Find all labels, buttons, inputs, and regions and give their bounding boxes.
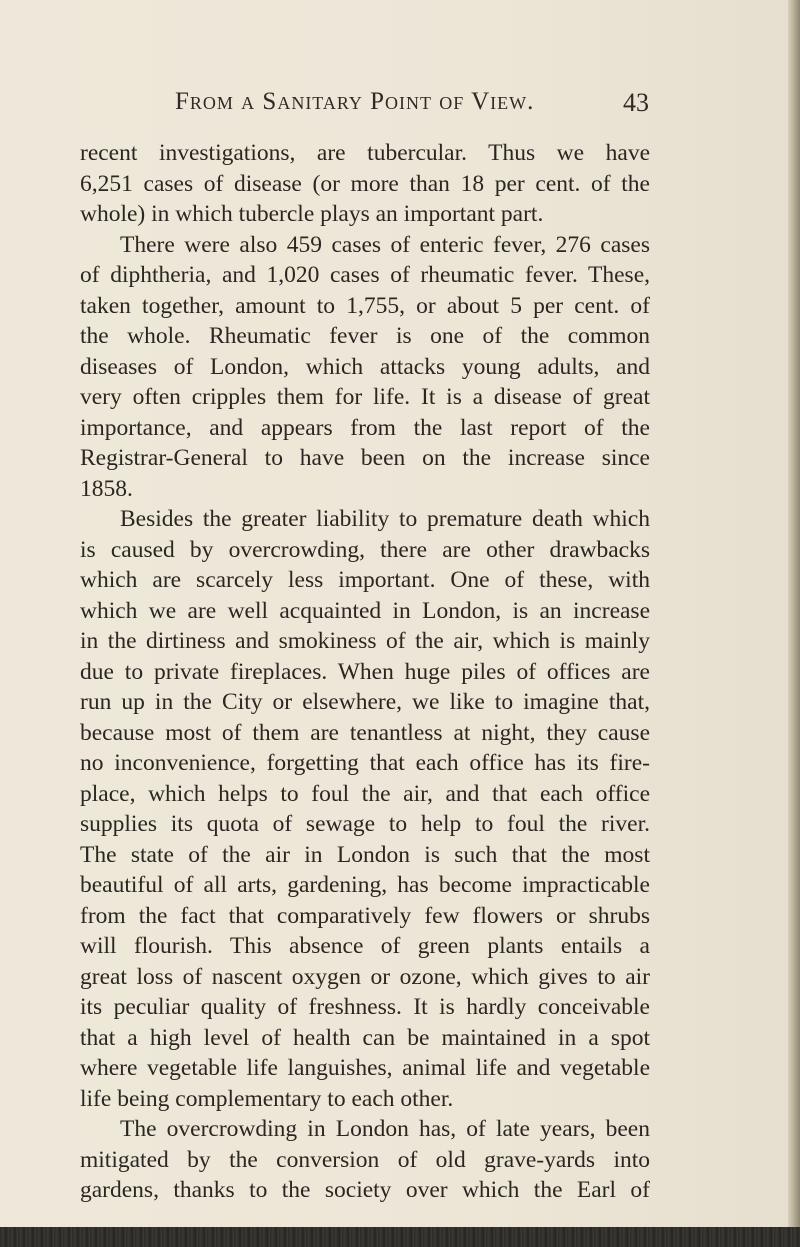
text-line: There were also 459 cases of enteric fever, 276 cases [120,231,650,258]
text-line: gardens, thanks to the society over which the Earl of [80,1177,650,1203]
text-line: 1858. [80,475,133,502]
text-line: that a high level of health can be maintained in a spot [80,1024,650,1051]
text-line: importance, and appears from the last report of the [80,414,650,441]
text-line: 6,251 cases of disease (or more than 18 per cent. of the [80,170,650,197]
text-line: diseases of London, which attacks young adults, and [80,353,650,380]
text-line: mitigated by the conversion of old grave-yards into [80,1146,650,1173]
text-line: recent investigations, are tubercular. Thus we have [80,140,650,166]
body-text [80,138,650,1206]
text-line: which we are well acquainted in London, is an increase [80,597,650,624]
text-line: from the fact that comparatively few flowers or shrubs [80,902,650,929]
page-number: 43 [623,88,649,117]
text-line: of diphtheria, and 1,020 cases of rheumatic fever. These, [80,262,650,288]
text-line: will flourish. This absence of green plants entails a [80,933,650,959]
text-line: The overcrowding in London has, of late years, been [120,1116,650,1142]
text-line: Besides the greater liability to premature death which [120,506,650,532]
text-line: great loss of nascent oxygen or ozone, which gives to air [80,963,650,990]
text-line: place, which helps to foul the air, and that each office [80,780,650,807]
text-line: The state of the air in London is such that the most [80,841,650,868]
text-line: no inconvenience, forgetting that each office has its fire- [80,750,650,776]
text-line: its peculiar quality of freshness. It is hardly conceivable [80,994,650,1020]
text-line: Registrar-General to have been on the increase since [80,445,650,471]
running-title: From a Sanitary Point of View. [175,88,535,115]
text-line: taken together, amount to 1,755, or about 5 per cent. of [80,292,650,319]
text-line: life being complementary to each other. [80,1085,454,1112]
text-line: supplies its quota of sewage to help to foul the river. [80,811,650,837]
text-line: in the dirtiness and smokiness of the air, which is mainly [80,628,650,654]
scan-bottom-edge [0,1227,800,1247]
page-header [175,88,655,128]
text-line: because most of them are tenantless at night, they cause [80,719,650,746]
book-spine-edge [788,0,800,1247]
text-line: is caused by overcrowding, there are other drawbacks [80,536,650,563]
text-line: very often cripples them for life. It is a disease of great [80,384,650,410]
text-line: run up in the City or elsewhere, we like to imagine that, [80,689,650,715]
text-line: which are scarcely less important. One of these, with [80,567,650,593]
text-line: due to private fireplaces. When huge piles of offices are [80,658,650,685]
text-line: beautiful of all arts, gardening, has become impracticable [80,872,650,898]
text-line: whole) in which tubercle plays an important part. [80,201,544,227]
text-line: where vegetable life languishes, animal life and vegetable [80,1055,650,1081]
text-line: the whole. Rheumatic fever is one of the common [80,323,650,349]
